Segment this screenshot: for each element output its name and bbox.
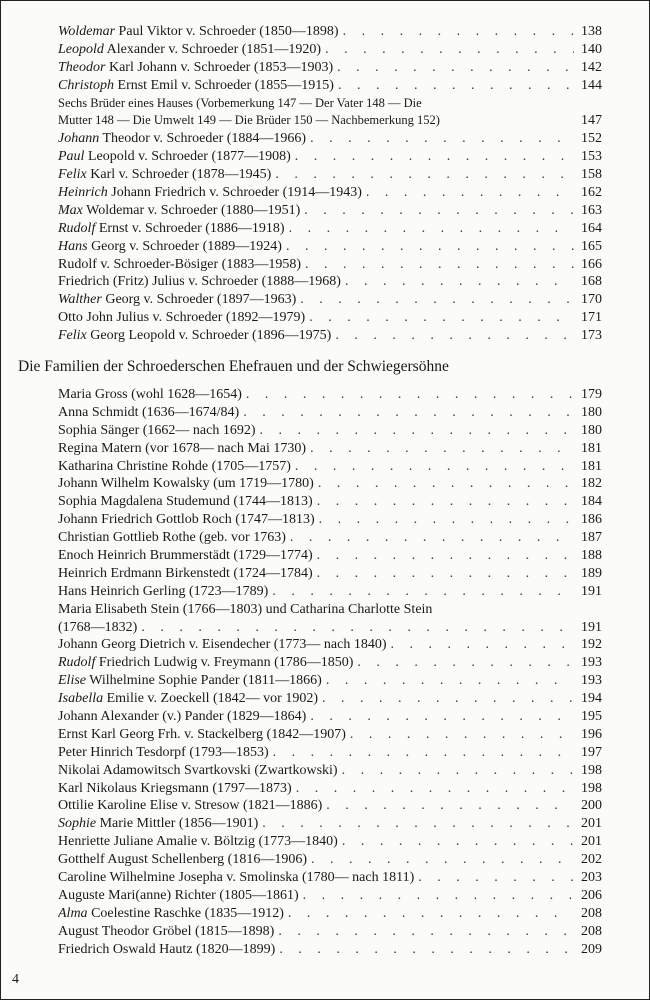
dot-leader	[285, 220, 574, 238]
toc-entry	[58, 475, 602, 493]
toc-entry-title	[58, 726, 346, 744]
toc-entry-page: 171	[581, 310, 602, 326]
dot-leader	[305, 309, 574, 327]
toc-entry-first-name: Rudolf	[58, 655, 96, 671]
dot-leader	[318, 690, 574, 708]
toc-entry-title	[58, 762, 338, 780]
toc-entry-title	[58, 619, 137, 637]
toc-entry-name: Enoch Heinrich Brummerstädt (1729—1774)	[58, 548, 313, 564]
toc-entry-page: 184	[581, 494, 602, 510]
toc-entry-first-name: Leopold	[58, 41, 104, 57]
toc-entry	[58, 130, 602, 148]
toc-entry-title	[58, 327, 331, 345]
toc-entry-title	[58, 148, 291, 166]
toc-entry-title	[58, 23, 339, 41]
toc-entry-title	[58, 923, 274, 941]
toc-entry-title	[58, 273, 341, 291]
dot-leader	[387, 636, 574, 654]
dot-leader	[282, 238, 574, 256]
toc-entry-page: 158	[581, 167, 602, 183]
toc-entry-first-name: Paul	[58, 149, 85, 165]
toc-entry	[58, 273, 602, 291]
toc-entry-page: 209	[581, 941, 602, 957]
toc-entry-page: 187	[581, 530, 602, 546]
toc-entry-name: Heinrich Erdmann Birkenstedt (1724—1784)	[58, 565, 313, 581]
section-heading: Die Familien der Schroederschen Ehefrauen und der Schwiegersöhne	[18, 358, 449, 375]
toc-entry-title	[58, 130, 306, 148]
toc-entry-name: Johann Friedrich Gottlob Roch (1747—1813)	[58, 512, 315, 528]
toc-entry-page: 192	[581, 637, 602, 653]
toc-entry-page: 200	[581, 798, 602, 814]
dot-leader	[299, 887, 574, 905]
toc-entry-title	[58, 166, 271, 184]
toc-entry	[58, 422, 602, 440]
toc-entry-title	[58, 256, 301, 274]
dot-leader	[362, 184, 574, 202]
toc-entry-page: 182	[581, 476, 602, 492]
toc-entry-name: Karl v. Schroeder (1878—1945)	[86, 167, 272, 183]
dot-leader	[321, 41, 574, 59]
toc-entry-name: Nikolai Adamowitsch Svartkovski (Zwartkowski)	[58, 762, 338, 778]
toc-entry-page: 170	[581, 292, 602, 308]
toc-entry	[58, 565, 602, 583]
toc-entry-name: Alexander v. Schroeder (1851—1920)	[103, 41, 322, 57]
toc-entry	[58, 112, 602, 130]
dot-leader	[338, 833, 574, 851]
toc-entry	[58, 166, 602, 184]
toc-entry-name: Henriette Juliane Amalie v. Böltzig (1773—1840)	[58, 834, 338, 850]
toc-entry-title	[58, 95, 422, 113]
toc-entry-page: 153	[581, 149, 602, 165]
toc-entry-name: Georg Leopold v. Schroeder (1896—1975)	[86, 328, 332, 344]
toc-entry-first-name: Sophie	[58, 816, 97, 832]
toc-entry-title	[58, 815, 258, 833]
dot-leader	[274, 923, 574, 941]
toc-entry-name: Friedrich (Fritz) Julius v. Schroeder (1888—1968)	[58, 274, 341, 290]
toc-entry-page: 140	[581, 41, 602, 57]
toc-entry-name: Ottilie Karoline Elise v. Stresow (1821—1886)	[58, 798, 323, 814]
toc-entry-page: 189	[581, 565, 602, 581]
toc-entry	[58, 95, 602, 113]
toc-entry-name: Karl Nikolaus Kriegsmann (1797—1873)	[58, 780, 292, 796]
toc-entry-page: 194	[581, 691, 602, 707]
toc-entry-title	[58, 77, 334, 95]
toc-entry-page: 198	[581, 780, 602, 796]
dot-leader	[306, 440, 574, 458]
dot-leader	[314, 475, 574, 493]
toc-entry-page: 203	[581, 870, 602, 886]
dot-leader	[334, 77, 574, 95]
toc-entry-name: Coelestine Raschke (1835—1912)	[87, 905, 284, 921]
dot-leader	[284, 905, 574, 923]
toc-entry-title	[58, 636, 387, 654]
toc-list-families	[58, 386, 602, 959]
toc-entry-title	[58, 672, 322, 690]
dot-leader	[291, 458, 574, 476]
toc-entry-title	[58, 440, 306, 458]
dot-leader	[269, 744, 574, 762]
toc-entry	[58, 184, 602, 202]
toc-entry-name: Ernst Emil v. Schroeder (1855—1915)	[114, 77, 334, 93]
toc-entry-page: 163	[581, 202, 602, 218]
toc-entry	[58, 941, 602, 959]
toc-entry-first-name: Johann	[58, 131, 100, 147]
toc-entry-page: 180	[581, 404, 602, 420]
toc-entry	[58, 654, 602, 672]
toc-entry-name: Ernst v. Schroeder (1886—1918)	[95, 220, 285, 236]
page-number: 4	[12, 972, 19, 987]
dot-leader	[313, 565, 574, 583]
dot-leader	[346, 726, 574, 744]
toc-entry-name: Theodor v. Schroeder (1884—1966)	[99, 131, 307, 147]
toc-entry	[58, 529, 602, 547]
toc-entry	[58, 511, 602, 529]
toc-entry-page: 186	[581, 512, 602, 528]
dot-leader	[322, 672, 574, 690]
toc-entry	[58, 220, 602, 238]
toc-entry	[58, 905, 602, 923]
toc-entry	[58, 148, 602, 166]
toc-entry-page: 188	[581, 548, 602, 564]
dot-leader	[339, 23, 574, 41]
toc-entry-page: 208	[581, 905, 602, 921]
toc-entry-page: 197	[581, 744, 602, 760]
toc-entry-name: Sophia Magdalena Studemund (1744—1813)	[58, 494, 313, 510]
toc-entry-first-name: Felix	[58, 328, 87, 344]
toc-entry-first-name: Elise	[58, 673, 86, 689]
toc-entry-page: 196	[581, 726, 602, 742]
dot-leader	[137, 619, 574, 637]
toc-entry	[58, 23, 602, 41]
toc-entry-title	[58, 458, 291, 476]
toc-entry-title	[58, 475, 314, 493]
toc-entry	[58, 291, 602, 309]
toc-entry-name: Auguste Mari(anne) Richter (1805—1861)	[58, 887, 299, 903]
toc-entry	[58, 744, 602, 762]
toc-entry-title	[58, 780, 292, 798]
toc-entry-title	[58, 887, 299, 905]
toc-entry-page: 165	[581, 238, 602, 254]
dot-leader	[271, 166, 574, 184]
toc-entry-name: Friedrich Oswald Hautz (1820—1899)	[58, 941, 276, 957]
toc-entry-title	[58, 851, 307, 869]
toc-entry-name: Hans Heinrich Gerling (1723—1789)	[58, 583, 269, 599]
toc-entry-name: August Theodor Gröbel (1815—1898)	[58, 923, 275, 939]
toc-entry-name: Emilie v. Zoeckell (1842— vor 1902)	[103, 691, 318, 707]
toc-entry-title	[58, 59, 333, 77]
toc-entry-name: Maria Elisabeth Stein (1766—1803) und Catharina Charlotte Stein	[58, 601, 433, 617]
toc-entry	[58, 851, 602, 869]
toc-entry	[58, 619, 602, 637]
toc-entry	[58, 309, 602, 327]
toc-entry-first-name: Felix	[58, 167, 87, 183]
toc-entry	[58, 327, 602, 345]
toc-entry	[58, 601, 602, 619]
toc-entry-page: 173	[581, 328, 602, 344]
toc-entry-title	[58, 565, 313, 583]
toc-entry	[58, 404, 602, 422]
toc-entry-page: 193	[581, 655, 602, 671]
toc-entry-title	[58, 601, 432, 619]
toc-entry-name: Katharina Christine Rohde (1705—1757)	[58, 458, 291, 474]
toc-entry-page: 142	[581, 59, 602, 75]
toc-entry-title	[58, 309, 305, 327]
dot-leader	[331, 327, 574, 345]
toc-entry-page: 179	[581, 387, 602, 402]
toc-entry	[58, 256, 602, 274]
toc-entry	[58, 583, 602, 601]
toc-entry-first-name: Heinrich	[58, 185, 108, 201]
toc-entry	[58, 762, 602, 780]
toc-entry-page: 195	[581, 709, 602, 725]
toc-entry-title	[58, 905, 284, 923]
toc-entry-title	[58, 708, 306, 726]
dot-leader	[333, 59, 574, 77]
dot-leader	[315, 511, 574, 529]
toc-entry-name: Sophia Sänger (1662— nach 1692)	[58, 422, 256, 438]
toc-entry	[58, 797, 602, 815]
dot-leader	[322, 797, 574, 815]
toc-entry-first-name: Isabella	[58, 691, 104, 707]
toc-entry-title	[58, 291, 296, 309]
toc-entry-name: Leopold v. Schroeder (1877—1908)	[84, 149, 291, 165]
toc-entry	[58, 386, 602, 404]
toc-entry	[58, 238, 602, 256]
toc-entry	[58, 202, 602, 220]
dot-leader	[242, 386, 574, 404]
toc-entry-name: Regina Matern (vor 1678— nach Mai 1730)	[58, 440, 307, 456]
toc-entry-name: Caroline Wilhelmine Josepha v. Smolinska (1780— nach 1811)	[58, 870, 415, 886]
toc-entry-page: 164	[581, 220, 602, 236]
toc-entry-title	[58, 386, 242, 404]
dot-leader	[414, 869, 574, 887]
toc-entry-first-name: Theodor	[58, 59, 106, 75]
toc-entry-page: 198	[581, 762, 602, 778]
dot-leader	[268, 583, 574, 601]
toc-entry	[58, 547, 602, 565]
toc-entry	[58, 672, 602, 690]
toc-entry-page: 206	[581, 887, 602, 903]
toc-entry-name: Georg v. Schroeder (1889—1924)	[87, 238, 282, 254]
toc-entry-title	[58, 547, 313, 565]
toc-entry-page: 166	[581, 256, 602, 272]
toc-entry-title	[58, 797, 322, 815]
dot-leader	[286, 529, 574, 547]
toc-entry-name: Sechs Brüder eines Hauses (Vorbemerkung 147 — Der Vater 148 — Die	[58, 95, 422, 110]
toc-entry-page: 201	[581, 816, 602, 832]
dot-leader	[292, 780, 574, 798]
toc-entry	[58, 59, 602, 77]
toc-entry-first-name: Max	[58, 202, 83, 218]
dot-leader	[306, 130, 574, 148]
dot-leader	[239, 404, 574, 422]
toc-entry	[58, 780, 602, 798]
dot-leader	[296, 291, 574, 309]
toc-entry-first-name: Christoph	[58, 77, 115, 93]
toc-entry-page: 181	[581, 440, 602, 456]
toc-entry-page: 147	[581, 113, 602, 129]
dot-leader	[353, 654, 574, 672]
toc-entry-page: 180	[581, 422, 602, 438]
toc-entry-title	[58, 202, 300, 220]
toc-entry-name: Anna Schmidt (1636—1674/84)	[58, 404, 240, 420]
toc-entry	[58, 708, 602, 726]
toc-entry-page: 191	[581, 583, 602, 599]
toc-list-schroeder-brothers	[58, 23, 602, 345]
toc-entry-name: Johann Wilhelm Kowalsky (um 1719—1780)	[58, 476, 314, 492]
toc-entry-name: (1768—1832)	[58, 619, 138, 635]
toc-entry-title	[58, 833, 338, 851]
toc-entry-page: 152	[581, 131, 602, 147]
toc-entry-name: Peter Hinrich Tesdorpf (1793—1853)	[58, 744, 269, 760]
toc-entry-page: 168	[581, 274, 602, 290]
toc-entry-name: Otto John Julius v. Schroeder (1892—1979)	[58, 310, 306, 326]
toc-entry-first-name: Rudolf	[58, 220, 96, 236]
toc-entry-first-name: Walther	[58, 292, 102, 308]
toc-entry	[58, 815, 602, 833]
toc-entry-name: Mutter 148 — Die Umwelt 149 — Die Brüder 150 — Nachbemerkung 152)	[58, 113, 440, 128]
toc-entry	[58, 636, 602, 654]
toc-entry-name: Georg v. Schroeder (1897—1963)	[101, 292, 297, 308]
toc-entry-title	[58, 941, 275, 959]
dot-leader	[258, 815, 574, 833]
toc-entry	[58, 869, 602, 887]
toc-entry-title	[58, 744, 269, 762]
toc-entry-title	[58, 220, 285, 238]
dot-leader	[301, 256, 574, 274]
toc-entry-name: Maria Gross (wohl 1628—1654)	[58, 387, 242, 402]
toc-entry-name: Johann Friedrich v. Schroeder (1914—1943)	[107, 185, 362, 201]
toc-entry-name: Ernst Karl Georg Frh. v. Stackelberg (1842—1907)	[58, 726, 346, 742]
dot-leader	[313, 547, 574, 565]
dot-leader	[291, 148, 574, 166]
toc-entry-title	[58, 583, 268, 601]
toc-entry-name: Paul Viktor v. Schroeder (1850—1898)	[115, 24, 339, 39]
toc-entry-first-name: Alma	[58, 905, 88, 921]
toc-entry-name: Gotthelf August Schellenberg (1816—1906)	[58, 852, 307, 868]
toc-entry-page: 201	[581, 834, 602, 850]
toc-entry	[58, 690, 602, 708]
toc-entry-name: Wilhelmine Sophie Pander (1811—1866)	[86, 673, 322, 689]
toc-entry-name: Johann Alexander (v.) Pander (1829—1864)	[58, 709, 307, 725]
toc-entry-name: Friedrich Ludwig v. Freymann (1786—1850)	[95, 655, 354, 671]
toc-entry-title	[58, 422, 256, 440]
toc-entry-title	[58, 493, 313, 511]
toc-entry	[58, 458, 602, 476]
dot-leader	[341, 273, 574, 291]
toc-entry-name: Marie Mittler (1856—1901)	[96, 816, 259, 832]
toc-entry-title	[58, 41, 321, 59]
toc-entry-title	[58, 654, 353, 672]
toc-entry-page: 208	[581, 923, 602, 939]
toc-entry	[58, 41, 602, 59]
toc-entry-page: 202	[581, 852, 602, 868]
toc-entry-first-name: Woldemar	[58, 24, 116, 39]
toc-entry-name: Johann Georg Dietrich v. Eisendecher (1773— nach 1840)	[58, 637, 387, 653]
dot-leader	[338, 762, 574, 780]
dot-leader	[256, 422, 574, 440]
dot-leader	[306, 708, 574, 726]
dot-leader	[313, 493, 574, 511]
toc-entry-title	[58, 869, 414, 887]
dot-leader	[307, 851, 574, 869]
toc-entry-page: 191	[581, 619, 602, 635]
toc-entry-page: 193	[581, 673, 602, 689]
toc-entry-title	[58, 404, 239, 422]
toc-entry-name: Karl Johann v. Schroeder (1853—1903)	[105, 59, 334, 75]
toc-entry	[58, 833, 602, 851]
toc-entry-page: 181	[581, 458, 602, 474]
toc-entry-name: Woldemar v. Schroeder (1880—1951)	[82, 202, 301, 218]
toc-entry-title	[58, 112, 440, 130]
toc-entry-first-name: Hans	[58, 238, 88, 254]
toc-entry-name: Rudolf v. Schroeder-Bösiger (1883—1958)	[58, 256, 301, 272]
toc-entry-title	[58, 690, 318, 708]
dot-leader	[300, 202, 574, 220]
toc-entry-page: 138	[581, 24, 602, 39]
toc-entry-title	[58, 529, 286, 547]
toc-entry	[58, 440, 602, 458]
toc-entry	[58, 77, 602, 95]
toc-entry-title	[58, 184, 362, 202]
toc-entry-page: 144	[581, 77, 602, 93]
toc-entry	[58, 726, 602, 744]
toc-entry-name: Christian Gottlieb Rothe (geb. vor 1763)	[58, 530, 286, 546]
toc-entry-page: 162	[581, 185, 602, 201]
toc-entry	[58, 493, 602, 511]
dot-leader	[275, 941, 574, 959]
toc-entry-title	[58, 238, 282, 256]
toc-entry	[58, 923, 602, 941]
toc-entry-title	[58, 511, 315, 529]
toc-entry	[58, 887, 602, 905]
